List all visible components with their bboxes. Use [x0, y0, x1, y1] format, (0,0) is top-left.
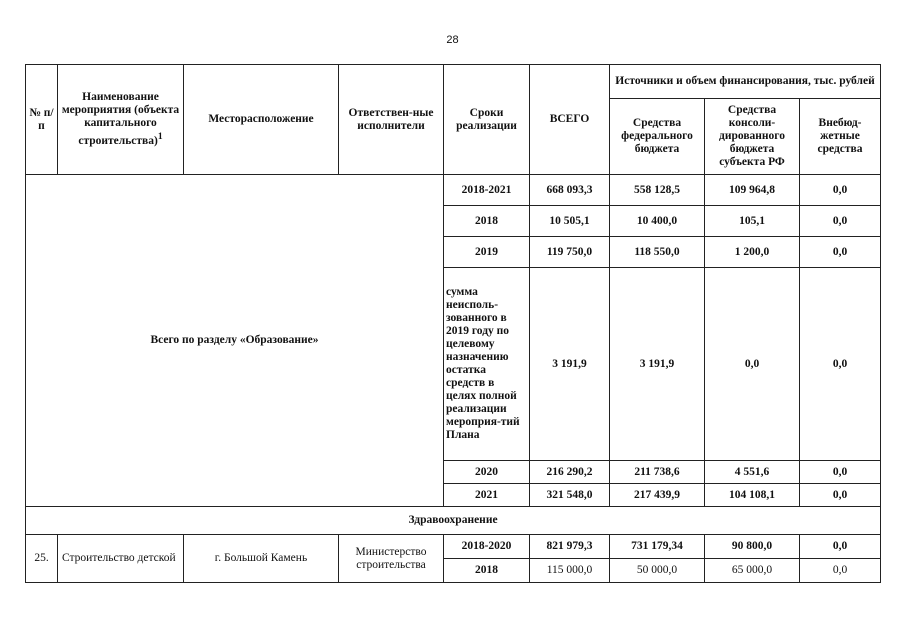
regional-cell: 109 964,8: [705, 175, 800, 206]
table-row: [26, 175, 881, 206]
total-cell: 115 000,0: [530, 559, 610, 583]
regional-cell: 105,1: [705, 206, 800, 237]
header-total: ВСЕГО: [530, 65, 610, 175]
regional-cell: 104 108,1: [705, 484, 800, 507]
federal-cell: 50 000,0: [610, 559, 705, 583]
regional-cell: 4 551,6: [705, 461, 800, 484]
regional-cell: 65 000,0: [705, 559, 800, 583]
period-cell: 2018-2020: [444, 535, 530, 559]
item-location: г. Большой Камень: [184, 535, 339, 583]
federal-cell: 10 400,0: [610, 206, 705, 237]
period-cell: 2020: [444, 461, 530, 484]
period-cell: 2018-2021: [444, 175, 530, 206]
extra-cell: 0,0: [800, 484, 881, 507]
education-total-label: Всего по разделу «Образование»: [26, 175, 444, 507]
total-cell: 216 290,2: [530, 461, 610, 484]
period-cell: 2018: [444, 559, 530, 583]
total-cell: 821 979,3: [530, 535, 610, 559]
extra-cell: 0,0: [800, 206, 881, 237]
extra-cell: 0,0: [800, 175, 881, 206]
header-period: Сроки реализации: [444, 65, 530, 175]
total-cell: 321 548,0: [530, 484, 610, 507]
header-location: Месторасположение: [184, 65, 339, 175]
period-cell: 2021: [444, 484, 530, 507]
federal-cell: 211 738,6: [610, 461, 705, 484]
period-cell: 2019: [444, 237, 530, 268]
footnote-mark: 1: [157, 131, 163, 143]
section-title-health: Здравоохранение: [26, 507, 881, 535]
period-cell: 2018: [444, 206, 530, 237]
regional-cell: 0,0: [705, 268, 800, 461]
total-cell: 3 191,9: [530, 268, 610, 461]
regional-cell: 90 800,0: [705, 535, 800, 559]
regional-cell: 1 200,0: [705, 237, 800, 268]
header-sources: Источники и объем финансирования, тыс. рублей: [610, 65, 881, 99]
header-name: Наименование мероприятия (объекта капитального строительства)$^1$: [58, 65, 184, 175]
total-cell: 668 093,3: [530, 175, 610, 206]
financing-table: [25, 64, 881, 583]
federal-cell: 3 191,9: [610, 268, 705, 461]
header-row-1: [26, 65, 881, 99]
extra-cell: 0,0: [800, 268, 881, 461]
extra-cell: 0,0: [800, 559, 881, 583]
extra-cell: 0,0: [800, 461, 881, 484]
section-row: [26, 507, 881, 535]
header-num: № п/п: [26, 65, 58, 175]
item-number: 25.: [26, 535, 58, 583]
period-cell: сумма неисполь-зованного в 2019 году по целевому назначению остатка средств в целях полной реализации мероприя-тий Плана: [444, 268, 530, 461]
total-cell: 119 750,0: [530, 237, 610, 268]
page-number: 28: [446, 34, 459, 46]
federal-cell: 731 179,34: [610, 535, 705, 559]
header-extra: Внебюд-жетные средства: [800, 99, 881, 175]
header-regional: Средства консоли-дированного бюджета субъекта РФ: [705, 99, 800, 175]
item-responsible: Министерство строительства: [339, 535, 444, 583]
extra-cell: 0,0: [800, 237, 881, 268]
federal-cell: 558 128,5: [610, 175, 705, 206]
table-row: [26, 535, 881, 559]
item-name: Строительство детской: [58, 535, 184, 583]
federal-cell: 118 550,0: [610, 237, 705, 268]
extra-cell: 0,0: [800, 535, 881, 559]
total-cell: 10 505,1: [530, 206, 610, 237]
header-responsible: Ответствен-ные исполнители: [339, 65, 444, 175]
header-federal: Средства федерального бюджета: [610, 99, 705, 175]
federal-cell: 217 439,9: [610, 484, 705, 507]
